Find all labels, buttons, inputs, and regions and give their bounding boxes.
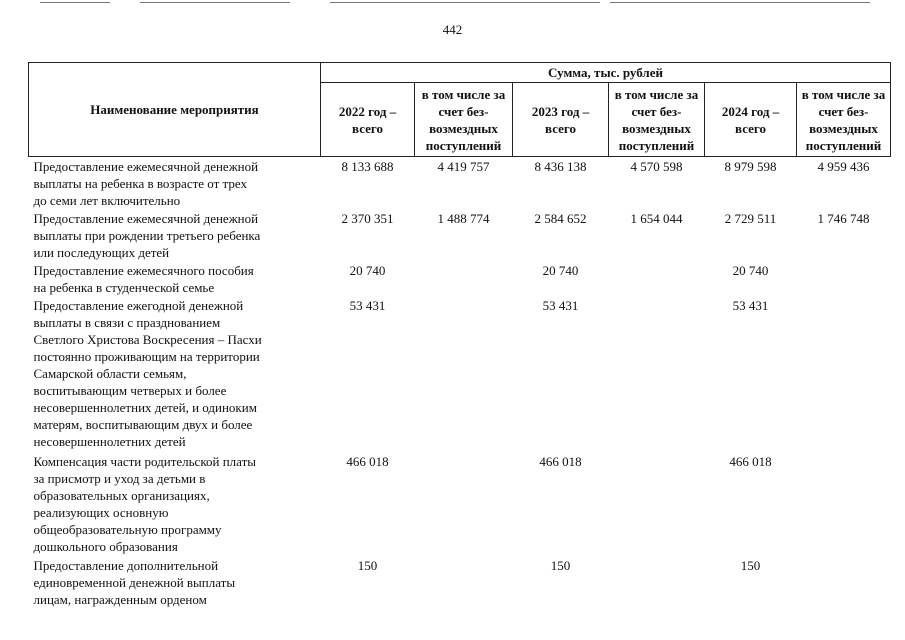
row-value-cell [797,556,891,608]
row-value-cell: 53 431 [732,298,769,313]
header-column-5: 2024 год – всего [705,83,797,157]
row-value-cell: 1 746 748 [817,211,870,226]
row-value-cell: 8 133 688 [341,159,394,174]
activity-name-line: Предоставление ежемесячного пособия [33,263,254,278]
row-value-cell [609,556,705,608]
header-column-6: в том числе за счет без-возмездных поступлений [797,83,891,157]
header-column-2: в том числе за счет без-возмездных поступлений [415,83,513,157]
row-activity-name [29,452,321,556]
row-value-cell: 8 436 138 [534,159,587,174]
activity-name-line: за присмотр и уход за детьми в [33,471,206,486]
row-value-cell [797,452,891,556]
activity-name-line: Предоставление ежемесячной денежной [33,211,259,226]
row-value-cell: 150 [740,558,761,573]
activity-name-line: Компенсация части родительской платы [33,454,256,469]
table-row [29,296,891,452]
header-column-1: 2022 год – всего [321,83,415,157]
row-value-cell: 1 654 044 [630,211,683,226]
row-value-cell [797,296,891,452]
row-activity-name [29,556,321,608]
activity-name-line: выплаты при рождении третьего ребенка [33,228,261,243]
row-value-cell: 2 729 511 [724,211,777,226]
activity-name-line: общеобразовательную программу [33,522,222,537]
row-activity-name [29,209,321,261]
row-value-cell: 2 584 652 [534,211,587,226]
row-value-cell [797,261,891,296]
activity-name-line: выплаты на ребенка в возрасте от трех [33,176,247,191]
header-column-4: в том числе за счет без-возмездных поступлений [609,83,705,157]
activity-name-line: несовершеннолетних детей [33,434,186,449]
activity-name-line: Светлого Христова Воскресения – Пасхи [33,332,262,347]
activity-name-line: реализующих основную [33,505,169,520]
activity-name-line: Предоставление ежегодной денежной [33,298,244,313]
row-value-cell [415,556,513,608]
row-value-cell: 466 018 [729,454,772,469]
activity-name-line: несовершеннолетних детей, и одиноким [33,400,257,415]
activity-name-line: лицам, награжденным орденом [33,592,207,607]
activity-name-line: Предоставление дополнительной [33,558,219,573]
row-value-cell: 4 959 436 [817,159,870,174]
table-row [29,452,891,556]
row-value-cell: 20 740 [349,263,386,278]
row-value-cell: 466 018 [539,454,582,469]
activity-name-line: постоянно проживающим на территории [33,349,260,364]
activity-name-line: Предоставление ежемесячной денежной [33,159,259,174]
row-activity-name [29,296,321,452]
activity-name-line: дошкольного образования [33,539,178,554]
row-value-cell [609,452,705,556]
table-row [29,261,891,296]
row-value-cell: 4 419 757 [437,159,490,174]
activity-name-line: Самарской области семьям, [33,366,187,381]
scan-artifact-top [0,0,905,8]
activity-name-line: образовательных организациях, [33,488,210,503]
activity-name-line: или последующих детей [33,245,170,260]
page-number: 442 [442,22,463,37]
activity-name-line: до семи лет включительно [33,193,181,208]
row-value-cell [415,452,513,556]
activity-name-line: матерям, воспитывающим двух и более [33,417,253,432]
row-value-cell [609,296,705,452]
table-row [29,157,891,210]
budget-table [28,62,891,608]
header-column-3: 2023 год – всего [513,83,609,157]
activity-name-line: на ребенка в студенческой семье [33,280,215,295]
row-value-cell: 150 [550,558,571,573]
activity-name-line: единовременной денежной выплаты [33,575,236,590]
table-row [29,209,891,261]
row-value-cell: 150 [357,558,378,573]
header-name-column: Наименование мероприятия [29,63,321,157]
row-activity-name [29,157,321,210]
activity-name-line: выплаты в связи с празднованием [33,315,221,330]
row-value-cell: 20 740 [542,263,579,278]
row-value-cell: 53 431 [542,298,579,313]
table-row [29,556,891,608]
row-value-cell [609,261,705,296]
row-value-cell: 4 570 598 [630,159,683,174]
row-value-cell: 20 740 [732,263,769,278]
row-value-cell [415,296,513,452]
row-value-cell [415,261,513,296]
row-value-cell: 466 018 [346,454,389,469]
activity-name-line: воспитывающим четверых и более [33,383,227,398]
header-sum-group: Сумма, тыс. рублей [321,63,891,83]
row-value-cell: 8 979 598 [724,159,777,174]
row-value-cell: 1 488 774 [437,211,490,226]
row-value-cell: 53 431 [349,298,386,313]
row-activity-name [29,261,321,296]
row-value-cell: 2 370 351 [341,211,394,226]
